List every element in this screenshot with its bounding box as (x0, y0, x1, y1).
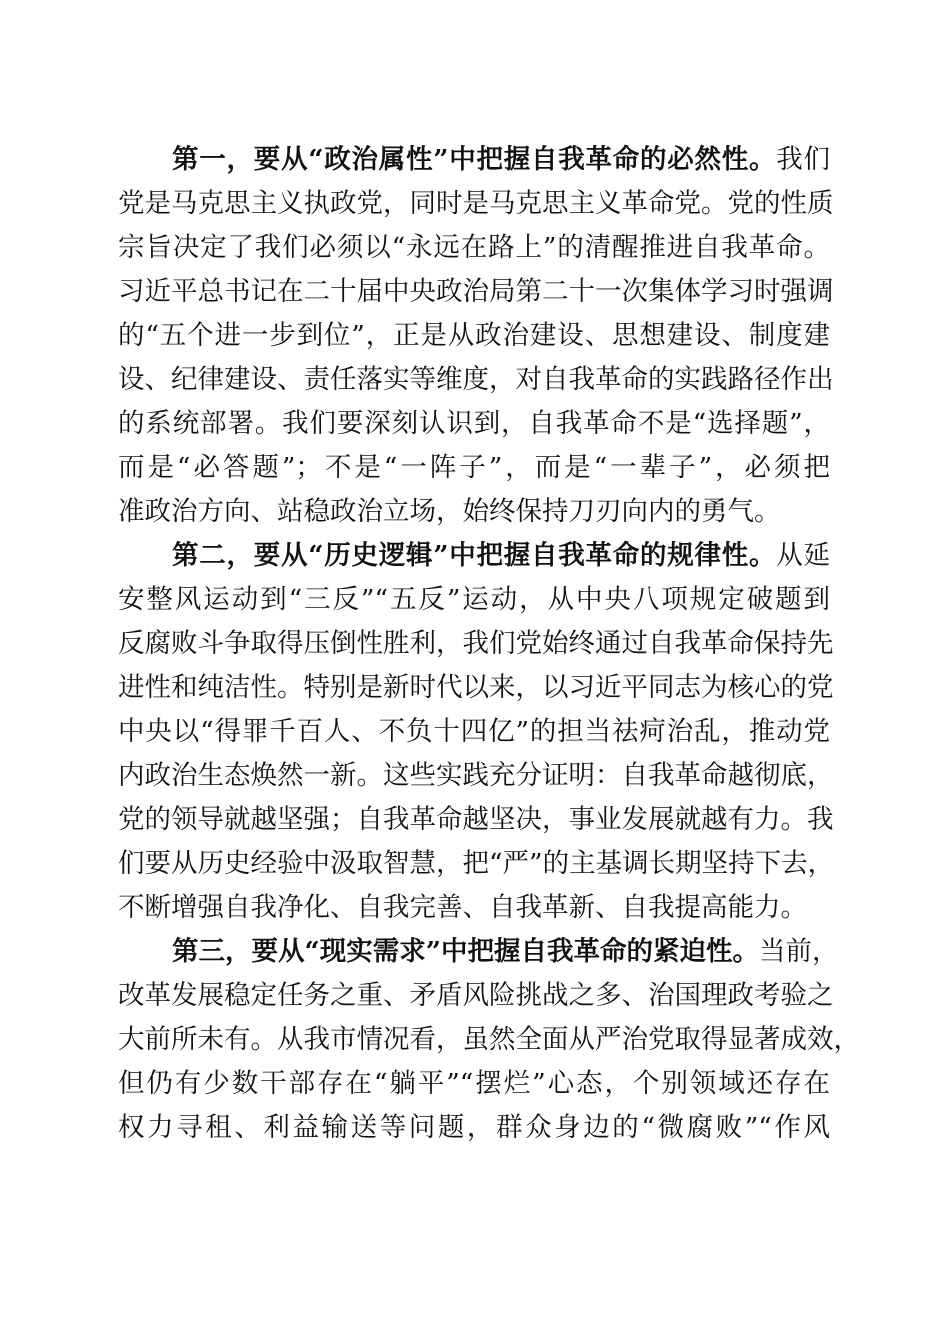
paragraph-2-line-7: 党的领导就越坚强；自我革命越坚决，事业发展就越有力。我 (118, 804, 834, 835)
paragraph-2-line-6: 内政治生态焕然一新。这些实践充分证明：自我革命越彻底， (118, 760, 834, 791)
paragraph-1-line-7: 的系统部署。我们要深刻认识到，自我革命不是“选择题”， (118, 408, 830, 439)
paragraph-1-first-rest: 我们 (776, 144, 830, 175)
paragraph-1-line-3: 宗旨决定了我们必须以“永远在路上”的清醒推进自我革命。 (118, 232, 830, 263)
paragraph-3-line-1 (172, 930, 839, 974)
paragraph-1-line-1 (172, 138, 830, 182)
paragraph-2-line-4: 进性和纯洁性。特别是新时代以来，以习近平同志为核心的党 (118, 672, 834, 703)
paragraph-3-line-2: 改革发展稳定任务之重、矛盾风险挑战之多、治国理政考验之 (118, 980, 834, 1011)
paragraph-3-lead: 第三，要从“现实需求”中把握自我革命的紧迫性。 (172, 936, 759, 967)
paragraph-2-line-3: 反腐败斗争取得压倒性胜利，我们党始终通过自我革命保持先 (118, 628, 834, 659)
paragraph-3-line-3: 大前所未有。从我市情况看，虽然全面从严治党取得显著成效， (118, 1024, 860, 1055)
paragraph-1-lead: 第一，要从“政治属性”中把握自我革命的必然性。 (172, 144, 777, 175)
paragraph-3-first-rest: 当前， (759, 936, 839, 967)
paragraph-2-line-9: 不断增强自我净化、自我完善、自我革新、自我提高能力。 (118, 892, 807, 923)
paragraph-2-first-rest: 从延 (776, 540, 830, 571)
paragraph-2-line-2: 安整风运动到“三反”“五反”运动，从中央八项规定破题到 (118, 584, 830, 615)
paragraph-1-line-8: 而是“必答题”；不是“一阵子”，而是“一辈子”，必须把 (118, 452, 830, 483)
paragraph-2-line-8: 们要从历史经验中汲取智慧，把“严”的主基调长期坚持下去， (118, 848, 835, 879)
paragraph-1-line-2: 党是马克思主义执政党，同时是马克思主义革命党。党的性质 (118, 188, 834, 219)
paragraph-2-line-5: 中央以“得罪千百人、不负十四亿”的担当祛疴治乱，推动党 (118, 716, 830, 747)
paragraph-1-line-4: 习近平总书记在二十届中央政治局第二十一次集体学习时强调 (118, 276, 834, 307)
paragraph-1-line-6: 设、纪律建设、责任落实等维度，对自我革命的实践路径作出 (118, 364, 834, 395)
paragraph-1-line-9: 准政治方向、站稳政治立场，始终保持刀刃向内的勇气。 (118, 496, 781, 527)
paragraph-2-lead: 第二，要从“历史逻辑”中把握自我革命的规律性。 (172, 540, 777, 571)
paragraph-3-line-4: 但仍有少数干部存在“躺平”“摆烂”心态，个别领域还存在 (118, 1068, 830, 1099)
paragraph-3-line-5: 权力寻租、利益输送等问题，群众身边的“微腐败”“作风 (118, 1112, 830, 1143)
paragraph-1-line-5: 的“五个进一步到位”，正是从政治建设、思想建设、制度建 (118, 320, 830, 351)
paragraph-2-line-1 (172, 534, 830, 578)
